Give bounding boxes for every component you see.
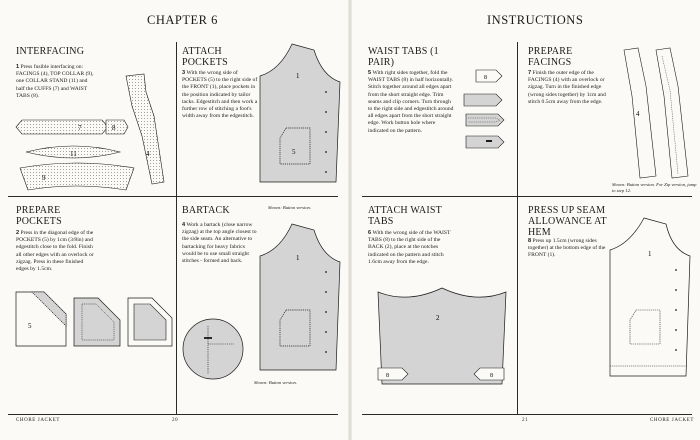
svg-text:8: 8 — [386, 373, 389, 379]
page-number-right: 21 — [522, 418, 529, 423]
step-4-text: 4 Work a bartack (close narrow zigzag) at the top angle closest to the side seam. An alternative to bartacking for heavy fabrics would be to use small straight stitches - formed and back. — [182, 222, 257, 265]
waist-tab-illustration — [456, 66, 514, 158]
back-waist-tabs-illustration — [372, 280, 512, 390]
column-divider — [176, 42, 177, 414]
page-bottom-rule — [8, 414, 338, 415]
section-title-attach-pockets: ATTACH POCKETS — [182, 46, 228, 68]
step-1-text: 1 Press fusible interfacing on: FACINGS (4), TOP COLLAR (9), one COLLAR STAND (11) and half the CUFFS (7) and WAIST TABS (8). — [16, 64, 94, 99]
section-title-prepare-pockets: PREPARE POCKETS — [16, 205, 62, 227]
step-5-text: 5 With right sides together, fold the WAIST TABS (8) in half horizontally. Stitch together around all edges apart from the short straight edge. Trim seams and clip corners. Turn through to the right side and edgestitch around all edges apart from the short straight edge. Work button hole where indicated on the pattern. — [368, 70, 454, 134]
svg-text:5: 5 — [292, 148, 296, 156]
instructions-heading: INSTRUCTIONS — [487, 13, 584, 27]
piece-label-7: 7 — [78, 124, 82, 132]
svg-text:1: 1 — [296, 72, 300, 80]
svg-text:5: 5 — [28, 322, 32, 330]
chapter-heading: CHAPTER 6 — [147, 13, 218, 27]
step-7-text: 7 Finish the outer edge of the FACINGS (4) with an overlock or zigzag. Turn in the finished edge (wrong sides together) by 1cm and stitch 0.5cm away from the edge. — [528, 70, 606, 105]
bartack-front-illustration — [256, 222, 348, 372]
footer-title-left: CHORE JACKET — [16, 418, 61, 423]
step-6-text: 6 With the wrong side of the WAIST TABS (8) to the right side of the BACK (2), place at the notches indicated on the pattern and stitch 1.6cm away from the edge. — [368, 230, 451, 265]
book-gutter — [348, 0, 352, 440]
svg-text:8: 8 — [490, 373, 493, 379]
bartack-detail-circle — [182, 318, 244, 380]
section-title-interfacing: INTERFACING — [16, 46, 85, 57]
svg-text:8: 8 — [484, 75, 487, 81]
step-8-text: 8 Press up 1.5cm (wrong sides together) at the bottom edge of the FRONT (1). — [528, 238, 606, 259]
step-3-text: 3 With the wrong side of POCKETS (5) to the right side of the FRONT (1), place pockets in the position indicated by tailor tacks. Edgestitch and then work a further row of stitching a foot's width away from the edgestitch. — [182, 70, 258, 120]
caption-attach-pockets: Shown: Button version. — [268, 205, 311, 210]
section-title-prepare-facings: PREPARE FACINGS — [528, 46, 573, 68]
page-number-left: 20 — [172, 418, 179, 423]
row-divider — [362, 196, 692, 197]
section-title-bartack: BARTACK — [182, 205, 230, 216]
footer-title-right: CHORE JACKET — [650, 418, 695, 423]
front-pocket-illustration — [256, 42, 348, 192]
section-title-waist-tabs: WAIST TABS (1 PAIR) — [368, 46, 439, 68]
piece-label-4: 4 — [146, 150, 150, 158]
piece-label-11: 11 — [70, 150, 77, 158]
section-title-press-seam: PRESS UP SEAM ALLOWANCE AT HEM — [528, 205, 607, 238]
prepare-pockets-illustration — [14, 290, 174, 348]
section-title-attach-waist-tabs: ATTACH WAIST TABS — [368, 205, 442, 227]
svg-text:4: 4 — [636, 110, 640, 118]
interfacing-pieces-illustration — [14, 72, 174, 194]
step-2-text: 2 Press in the diagonal edge of the POCKETS (5) by 1cm (3/8in) and edgestitch close to the fold. Finish all other edges with an overlock or zigzag. Press in these finished edges by 1.5cm. — [16, 230, 94, 273]
svg-text:2: 2 — [436, 314, 440, 322]
column-divider — [517, 42, 518, 414]
row-divider — [8, 196, 338, 197]
svg-text:1: 1 — [296, 254, 300, 262]
facings-illustration — [616, 46, 694, 180]
caption-bartack: Shown: Button version. — [254, 380, 297, 385]
caption-prepare-facings: Shown: Button version. For Zip version, jump to step 12. — [612, 182, 697, 193]
svg-text:1: 1 — [648, 250, 652, 258]
piece-label-8: 8 — [112, 124, 116, 132]
piece-label-9: 9 — [42, 174, 46, 182]
hem-front-illustration — [604, 216, 696, 382]
page-bottom-rule — [362, 414, 692, 415]
